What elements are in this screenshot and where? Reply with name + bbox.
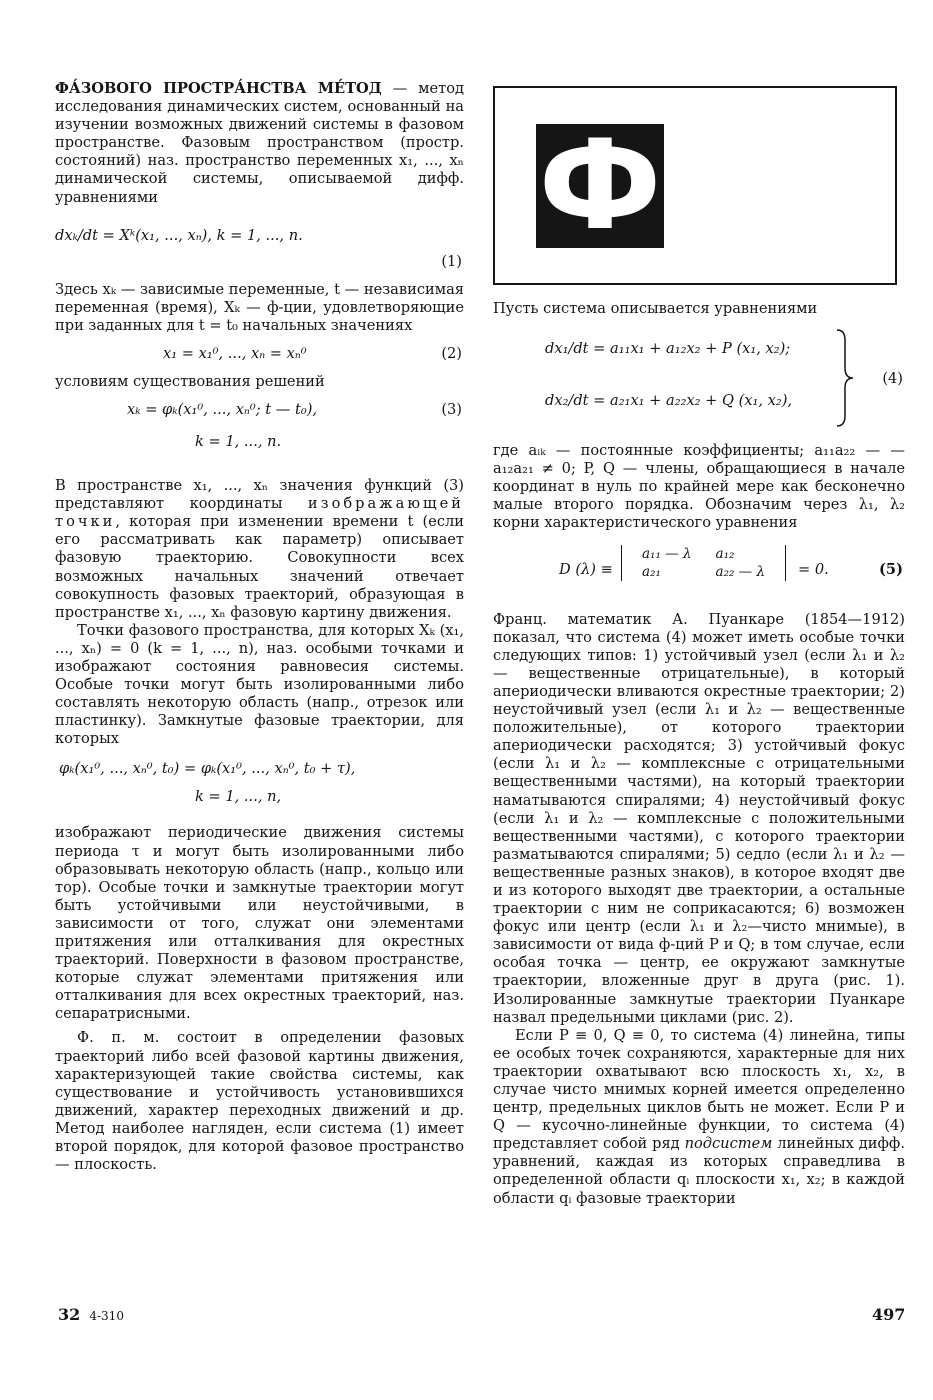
equation-6	[55, 756, 464, 818]
equation-4	[493, 326, 905, 436]
paragraph-4-part-2: , которая при изменении времени t (если его рассматривать как параметр) описывает фазовую траекторию. Совокупности всех возможных начальных значений отвечает совокупность фазовых траекторий, образующая в пространстве x₁, ..., xₙ фазовую картину движения.	[55, 513, 464, 621]
right-column	[493, 300, 905, 1208]
paragraph-4-part-1: В пространстве x₁, ..., xₙ значения функций (3) представляют координаты	[55, 477, 464, 513]
signature-code: 4-310	[89, 1309, 124, 1323]
paragraph-11-part-2: линейных дифф. уравнений, каждая из которых справедлива в определенной области qᵢ плоскости x₁, x₂; в каждой области qᵢ фазовые траектории	[493, 1135, 905, 1207]
article-term: ФА́ЗОВОГО ПРОСТРА́НСТВА МЕ́ТОД	[55, 80, 382, 97]
paragraph-11-part-1: Если P ≡ 0, Q ≡ 0, то система (4) линейна, типы ее особых точек сохраняются, характерные для них траектории охватывают всю плоскость x₁, x₂, в случае чисто мнимых корней имеется определенно центр, предельных циклов быть не может. Если P и Q — кусочно-линейные функции, то система (4) представляет собой ряд	[493, 1026, 905, 1153]
equation-5-right: = 0.	[798, 560, 829, 578]
det-a12: a₁₂	[715, 545, 735, 562]
footer-left	[58, 1305, 124, 1324]
paragraph-5: Точки фазового пространства, для которых Xₖ (x₁, ..., xₙ) = 0 (k = 1, ..., n), наз. особыми точками и изображают состояния равновесия системы. Особые точки могут быть изолированными либо составлять некоторую область (напр., отрезок или пластинку). Замкнутые фазовые траектории, для которых	[55, 621, 464, 748]
equation-1-number: (1)	[441, 252, 462, 270]
page-number: 497	[872, 1305, 906, 1324]
paragraph-11-italic: подсистем	[684, 1135, 773, 1153]
paragraph-8: Пусть система описывается уравнениями	[493, 300, 818, 317]
paragraph-11	[493, 1027, 905, 1208]
equation-1-text: dxₖ/dt = Xᵏ(x₁, ..., xₙ), k = 1, ..., n.	[55, 226, 303, 244]
equation-5	[493, 539, 905, 603]
paragraph-7: Ф. п. м. состоит в определении фазовых траекторий либо всей фазовой картины движения, характеризующей такие свойства системы, как существование и устойчивость установившихся движений, характер переходных движений и др. Метод наиболее нагляден, если система (1) имеет второй порядок, для которой фазовое пространство — плоскость.	[55, 1029, 464, 1174]
equation-3-range: k = 1, ..., n.	[195, 433, 282, 451]
section-letter-block	[536, 114, 664, 258]
equation-2-number: (2)	[441, 344, 462, 362]
equation-3	[55, 395, 464, 465]
section-letter-box	[493, 86, 897, 285]
equation-5-left: D (λ) ≡	[559, 560, 613, 578]
det-a21: a₂₁	[642, 563, 661, 580]
paragraph-9: где aᵢₖ — постоянные коэффициенты; a₁₁a₂₂ — — a₁₂a₂₁ ≠ 0; P, Q — члены, обращающиеся в начале координат в нуль по крайней мере как бесконечно малые второго порядка. Обозначим через λ₁, λ₂ корни характеристического уравнения	[493, 442, 905, 532]
equation-1	[55, 217, 464, 270]
equation-3-number: (3)	[441, 401, 462, 419]
equation-5-number: (5)	[879, 560, 903, 578]
equation-4-number: (4)	[882, 370, 903, 388]
paragraph-4	[55, 477, 464, 622]
article-intro	[55, 80, 464, 207]
equation-2-text: x₁ = x₁⁰, ..., xₙ = xₙ⁰	[163, 344, 307, 362]
equation-4-line-2: dx₂/dt = a₂₁x₁ + a₂₂x₂ + Q (x₁, x₂),	[545, 392, 793, 410]
signature-number: 32	[58, 1305, 81, 1324]
det-a11: a₁₁ — λ	[642, 545, 692, 562]
equation-4-line-1: dx₁/dt = a₁₁x₁ + a₁₂x₂ + P (x₁, x₂);	[545, 340, 791, 358]
paragraph-3: условиям существования решений	[55, 372, 325, 390]
intro-text: — метод исследования динамических систем, основанный на изучении возможных движений системы в фазовом пространстве. Фазовым пространством (простр. состояний) наз. пространство переменных x₁, ..., xₙ динамической системы, описываемой дифф. уравнениями	[55, 80, 464, 206]
paragraph-10: Франц. математик А. Пуанкаре (1854—1912) показал, что система (4) может иметь особые точки следующих типов: 1) устойчивый узел (если λ₁ и λ₂ — вещественные отрицательные), в который апериодически вливаются окрестные траектории; 2) неустойчивый узел (если λ₁ и λ₂ — вещественные положительные), от которого траектории апериодически расходятся; 3) устойчивый фокус (если λ₁ и λ₂ — комплексные с отрицательными вещественными частями), на который траектории наматываются спиралями; 4) неустойчивый фокус (если λ₁ и λ₂ — комплексные с положительными вещественными частями), с которого траектории разматываются спиралями; 5) седло (если λ₁ и λ₂ — вещественные разных знаков), в которое входят две и из которого выходят две траектории, а остальные траектории с ним не соприкасаются; 6) возможен фокус или центр (если λ₁ и λ₂—чисто мнимые), в зависимости от вида ф-ций P и Q; в том случае, если особая точка — центр, ее окружают замкнутые траектории, вложенные друг в друга (рис. 1). Изолированные замкнутые траектории Пуанкаре назвал предельными циклами (рис. 2).	[493, 610, 905, 1026]
equation-3-text: xₖ = φₖ(x₁⁰, ..., xₙ⁰; t — t₀),	[127, 401, 318, 419]
left-column	[55, 80, 464, 1174]
paragraph-6: изображают периодические движения системы периода τ и могут быть изолированными либо образовывать некоторую область (напр., кольцо или тор). Особые точки и замкнутые траектории могут быть устойчивыми или неустойчивыми, в зависимости от того, служат они элементами притяжения или отталкивания для окрестных траекторий. Поверхности в фазовом пространстве, которые служат элементами притяжения или отталкивания для всех окрестных траекторий, наз. сепаратрисными.	[55, 824, 464, 1023]
footer-right	[872, 1305, 905, 1324]
equation-2	[55, 339, 464, 369]
paragraph-4-spaced: изображающей точки	[55, 495, 464, 531]
paragraph-2: Здесь xₖ — зависимые переменные, t — независимая переменная (время), Xₖ — ф-ции, удовлетворяющие при заданных для t = t₀ начальных значениях	[55, 280, 464, 334]
determinant	[621, 545, 786, 581]
equation-6-text: φₖ(x₁⁰, ..., xₙ⁰, t₀) = φₖ(x₁⁰, ..., xₙ⁰, t₀ + τ),	[59, 760, 356, 778]
equation-4-brace	[835, 328, 855, 428]
equation-6-range: k = 1, ..., n,	[195, 788, 282, 806]
det-a22: a₂₂ — λ	[715, 563, 766, 580]
section-letter: Ф	[538, 114, 662, 258]
